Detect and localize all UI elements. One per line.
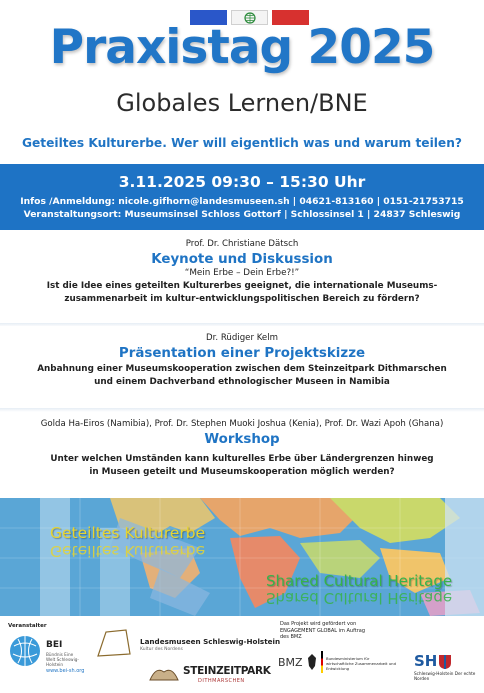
session-line: Ist die Idee eines geteilten Kulturerbes geeignet, die internationale Museums- [46,281,438,291]
venue-info: Veranstaltungsort: Museumsinsel Schloss Gottorf | Schlossinsel 1 | 24837 Schleswig [23,209,461,220]
session-description [0,453,484,479]
overlay-text-english-mirror: Shared Cultural Heritage [266,589,453,607]
german-flag [321,651,323,673]
bmz-name: BMZ [278,656,303,669]
page-subtitle: Globales Lernen/BNE [116,89,368,117]
tagline: Geteiltes Kulturerbe. Wer will eigentlich was und warum teilen? [22,136,462,150]
overlay-text-german: Geteiltes Kulturerbe [50,524,206,542]
coat-of-arms-icon [438,654,452,670]
session-line: in Museen geteilt und Museumskooperation möglich werden? [89,467,395,477]
session-workshop [0,412,484,494]
museum-logo-mark [96,628,132,658]
world-map-banner [0,498,484,616]
session-quote: “Mein Erbe – Dein Erbe?!” [184,268,300,278]
page-title: Praxistag 2025 [49,20,435,75]
session-speaker: Dr. Rüdiger Kelm [206,333,278,343]
museum-subtitle: Kultur des Nordens [140,647,183,652]
overlay-text-english: Shared Cultural Heritage [266,572,453,590]
contact-info: Infos /Anmeldung: nicole.gifhorn@landesmuseen.sh | 04621-813160 | 0151-21753715 [20,196,464,207]
session-line: zusammenarbeit im kultur-entwicklungspolitischen Bereich zu fördern? [64,294,420,304]
info-band [0,164,484,230]
bei-subtitle: Bündnis Eine Welt Schleswig-Holstein [46,652,79,667]
session-description [0,280,484,306]
steinzeitpark-subtitle: DITHMARSCHEN [198,678,245,684]
session-description [0,363,484,389]
sh-subtitle: Schleswig-Holstein Der echte Norden [414,671,476,681]
bei-url: www.bei-sh.org [46,668,85,674]
sh-logo-text: SH [414,652,438,670]
session-heading: Präsentation einer Projektskizze [118,346,366,361]
session-line: Anbahnung einer Museumskooperation zwischen dem Steinzeitpark Dithmarschen [37,364,447,374]
event-date: 3.11.2025 09:30 – 15:30 Uhr [118,173,366,191]
session-speaker: Golda Ha-Eiros (Namibia), Prof. Dr. Stephen Muoki Joshua (Kenia), Prof. Dr. Wazi Apoh (Ghana) [40,419,444,429]
eagle-icon [305,651,319,673]
steinzeitpark-name: STEINZEITPARK [183,665,271,677]
steinzeitpark-logo-mark [148,664,180,684]
session-presentation [0,326,484,410]
session-line: und einem Dachverband ethnologischer Museen in Namibia [94,377,390,387]
funding-note: Das Projekt wird gefördert von ENGAGEMENT GLOBAL im Auftrag des BMZ [280,621,366,640]
overlay-text-german-mirror: Geteiltes Kulturerbe [50,542,206,560]
session-heading: Keynote und Diskussion [151,252,333,267]
organizer-label: Veranstalter [8,623,47,629]
bei-globe-logo [8,634,42,668]
session-line: Unter welchen Umständen kann kulturelles Erbe über Ländergrenzen hinweg [50,454,434,464]
bei-name: BEI [46,640,63,650]
session-speaker: Prof. Dr. Christiane Dätsch [185,239,299,249]
bmz-subtitle: Bundesministerium für wirtschaftliche Zusammenarbeit und Entwicklung [326,656,396,671]
session-heading: Workshop [204,432,280,447]
session-keynote [0,232,484,324]
footer-logos [0,616,484,693]
museum-name: Landesmuseen Schleswig-Holstein [140,637,281,646]
